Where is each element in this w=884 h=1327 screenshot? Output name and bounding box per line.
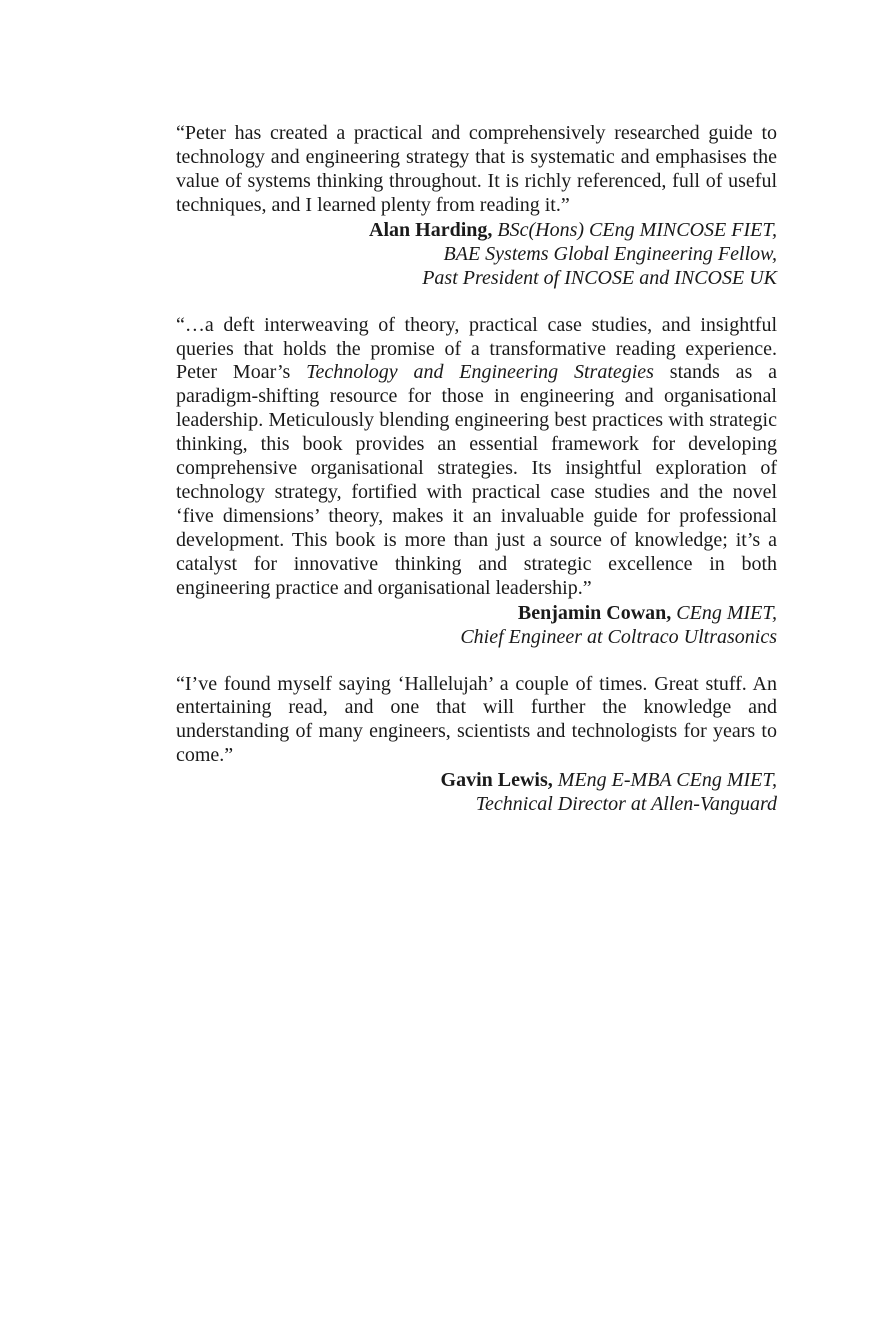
endorsement-lewis xyxy=(176,673,777,817)
endorsement-credit xyxy=(176,601,777,649)
quote-text: “…a deft interweaving of theory, practical case studies, and insightful queries that holds the promise of a transformative reading experience. Peter Moar’s xyxy=(176,313,777,384)
endorsement-quote: “Peter has created a practical and comprehensively researched guide to technology and engineering strategy that is systematic and emphasises the value of systems thinking throughout. It is richly referenced, full of useful techniques, and I learned plenty from reading it.” xyxy=(176,122,777,216)
credit-name-line xyxy=(176,768,777,792)
endorsement-harding xyxy=(176,122,777,290)
book-title: Technology and Engineering Strategies xyxy=(306,361,654,384)
endorsement-cowan xyxy=(176,314,777,649)
endorser-name: Benjamin Cowan, xyxy=(517,601,672,624)
endorser-name: Alan Harding, xyxy=(369,218,493,241)
endorser-role: Chief Engineer at Coltraco Ultrasonics xyxy=(460,625,777,648)
endorser-role: BAE Systems Global Engineering Fellow, xyxy=(443,242,777,265)
credit-name-line xyxy=(176,218,777,242)
credit-name-line xyxy=(176,601,777,625)
endorser-credentials: MEng E-MBA CEng MIET, xyxy=(557,769,777,792)
endorser-role: Past President of INCOSE and INCOSE UK xyxy=(422,266,777,289)
quote-text: stands as a paradigm-shifting resource for those in engineering and organisational leadership. Meticulously blending engineering best practices with strategic thinking, this book provides an essential framework for developing comprehensive organisational strategies. Its insightful exploration of technology strategy, fortified with practical case studies and the novel ‘five dimensions’ theory, makes it an invaluable guide for professional development. This book is more than just a source of knowledge; it’s a catalyst for innovative thinking and strategic excellence in both engineering practice and organisational leadership.” xyxy=(176,361,777,599)
endorser-name: Gavin Lewis, xyxy=(440,769,553,792)
endorsement-quote: “I’ve found myself saying ‘Hallelujah’ a couple of times. Great stuff. An entertaining read, and one that will further the knowledge and understanding of many engineers, scientists and technologists for years to come.” xyxy=(176,672,777,767)
endorsement-quote xyxy=(176,314,777,601)
endorsement-credit xyxy=(176,768,777,816)
endorser-credentials: BSc(Hons) CEng MINCOSE FIET, xyxy=(497,218,777,241)
endorser-role: Technical Director at Allen-Vanguard xyxy=(475,793,777,816)
endorsements-column xyxy=(176,122,777,840)
endorser-credentials: CEng MIET, xyxy=(676,601,777,624)
endorsement-credit xyxy=(176,218,777,290)
